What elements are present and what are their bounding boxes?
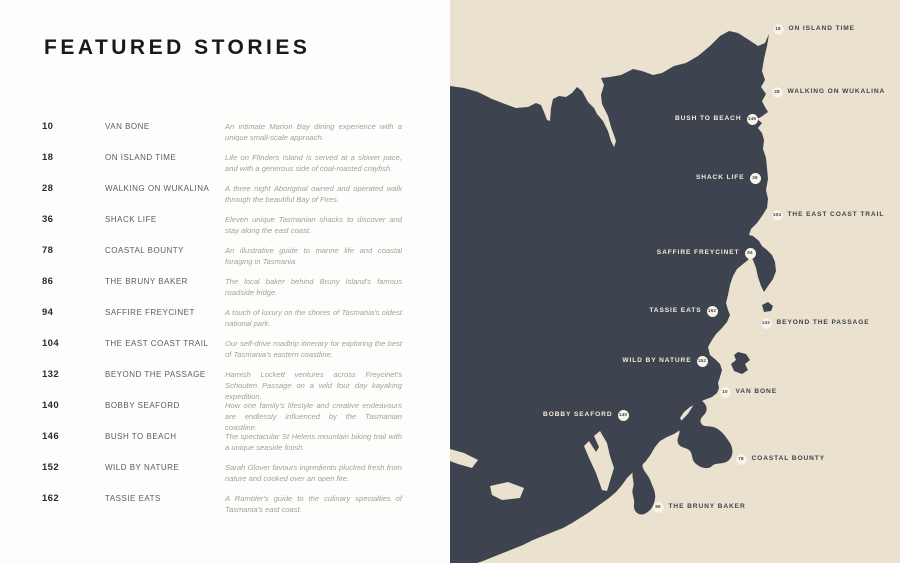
marker-number: 94 bbox=[747, 249, 753, 255]
marker-label: TASSIE EATS bbox=[649, 306, 702, 314]
marker-dot-icon bbox=[653, 502, 664, 513]
marker-number: 162 bbox=[707, 307, 717, 313]
story-title: SAFFIRE FREYCINET bbox=[105, 308, 195, 317]
map-marker[interactable] bbox=[761, 318, 870, 329]
marker-dot-icon bbox=[745, 248, 756, 259]
marker-dot-icon bbox=[750, 173, 761, 184]
story-entry[interactable] bbox=[42, 338, 402, 369]
marker-label: BOBBY SEAFORD bbox=[543, 410, 613, 418]
story-entry[interactable] bbox=[42, 493, 402, 524]
story-title: TASSIE EATS bbox=[105, 494, 161, 503]
marker-number: 78 bbox=[738, 455, 744, 461]
story-page-number: 162 bbox=[42, 493, 60, 504]
marker-number: 140 bbox=[618, 411, 628, 417]
story-title: VAN BONE bbox=[105, 122, 150, 131]
marker-dot-icon bbox=[697, 356, 708, 367]
story-description: Sarah Glover favours ingredients plucked fresh from nature and cooked over an open fire. bbox=[225, 463, 402, 483]
maria-island bbox=[731, 352, 750, 374]
marker-label: THE BRUNY BAKER bbox=[668, 502, 746, 510]
map-marker[interactable] bbox=[675, 114, 758, 125]
map-marker[interactable] bbox=[772, 210, 885, 221]
marker-dot-icon bbox=[772, 87, 783, 98]
marker-number: 146 bbox=[747, 115, 757, 121]
map-marker[interactable] bbox=[653, 502, 746, 513]
story-page-number: 18 bbox=[42, 152, 54, 163]
story-title: COASTAL BOUNTY bbox=[105, 246, 185, 255]
story-page-number: 10 bbox=[42, 121, 54, 132]
map-page bbox=[450, 0, 900, 563]
marker-label: WILD BY NATURE bbox=[622, 356, 692, 364]
story-title: SHACK LIFE bbox=[105, 215, 157, 224]
story-description: An illustrative guide to marine life and coastal foraging in Tasmania. bbox=[225, 246, 402, 266]
story-page-number: 146 bbox=[42, 431, 60, 442]
story-entry[interactable] bbox=[42, 214, 402, 245]
story-description: Life on Flinders Island is served at a slower pace, and with a generous side of coal-roasted crayfish. bbox=[225, 153, 402, 173]
story-entry[interactable] bbox=[42, 245, 402, 276]
story-title: WALKING ON WUKALINA bbox=[105, 184, 210, 193]
marker-dot-icon bbox=[736, 454, 747, 465]
marker-label: BUSH TO BEACH bbox=[674, 114, 742, 122]
story-page-number: 132 bbox=[42, 369, 60, 380]
story-title: BUSH TO BEACH bbox=[105, 432, 177, 441]
marker-label: SHACK LIFE bbox=[695, 173, 745, 181]
story-page-number: 152 bbox=[42, 462, 60, 473]
story-entry[interactable] bbox=[42, 369, 402, 400]
map-marker[interactable] bbox=[736, 454, 826, 465]
story-description: Hamish Lockett ventures across Freycinet's Schouten Passage on a wild four day kayaking expedition. bbox=[225, 370, 402, 401]
marker-label: VAN BONE bbox=[735, 387, 778, 395]
story-page-number: 104 bbox=[42, 338, 60, 349]
map-marker[interactable] bbox=[696, 173, 761, 184]
marker-dot-icon bbox=[618, 410, 629, 421]
map-marker[interactable] bbox=[657, 248, 756, 259]
story-title: BEYOND THE PASSAGE bbox=[105, 370, 206, 379]
story-title: WILD BY NATURE bbox=[105, 463, 180, 472]
story-entry[interactable] bbox=[42, 462, 402, 493]
map-marker[interactable] bbox=[543, 410, 628, 421]
marker-number: 104 bbox=[772, 211, 782, 217]
story-page-number: 94 bbox=[42, 307, 54, 318]
story-title: THE EAST COAST TRAIL bbox=[105, 339, 209, 348]
marker-label: THE EAST COAST TRAIL bbox=[787, 210, 885, 218]
map-marker[interactable] bbox=[649, 306, 717, 317]
story-entry[interactable] bbox=[42, 121, 402, 152]
story-page-number: 140 bbox=[42, 400, 60, 411]
story-page-number: 28 bbox=[42, 183, 54, 194]
story-entry[interactable] bbox=[42, 183, 402, 214]
marker-number: 18 bbox=[775, 25, 781, 31]
marker-dot-icon bbox=[707, 306, 718, 317]
map-marker[interactable] bbox=[772, 87, 886, 98]
marker-number: 36 bbox=[752, 174, 758, 180]
story-title: ON ISLAND TIME bbox=[105, 153, 177, 162]
story-description: An intimate Marion Bay dining experience with a unique small-scale approach. bbox=[225, 122, 402, 142]
story-description: A Rambler's guide to the culinary specialties of Tasmania's east coast. bbox=[225, 494, 402, 514]
marker-dot-icon bbox=[720, 387, 731, 398]
story-page-number: 36 bbox=[42, 214, 54, 225]
tasmania-mainland bbox=[450, 31, 776, 563]
marker-number: 28 bbox=[774, 88, 780, 94]
marker-dot-icon bbox=[772, 210, 783, 221]
story-entry[interactable] bbox=[42, 307, 402, 338]
marker-label: BEYOND THE PASSAGE bbox=[776, 318, 870, 326]
story-description: Our self-drive roadtrip itinerary for exploring the best of Tasmania's eastern coastline. bbox=[225, 339, 402, 359]
story-title: BOBBY SEAFORD bbox=[105, 401, 180, 410]
schouten-island bbox=[762, 302, 773, 312]
story-list bbox=[42, 121, 402, 524]
marker-label: WALKING ON WUKALINA bbox=[787, 87, 886, 95]
marker-label: COASTAL BOUNTY bbox=[751, 454, 826, 462]
story-entry[interactable] bbox=[42, 276, 402, 307]
story-description: The spectacular St Helens mountain biking trail with a unique seaside finish. bbox=[225, 432, 402, 452]
tasmania-map bbox=[450, 0, 900, 563]
story-entry[interactable] bbox=[42, 431, 402, 462]
map-marker[interactable] bbox=[773, 24, 855, 35]
story-page-number: 86 bbox=[42, 276, 54, 287]
marker-number: 86 bbox=[655, 503, 661, 509]
marker-label: ON ISLAND TIME bbox=[788, 24, 855, 32]
marker-number: 152 bbox=[697, 357, 707, 363]
page-title: FEATURED STORIES bbox=[44, 36, 311, 59]
map-marker[interactable] bbox=[720, 387, 778, 398]
marker-dot-icon bbox=[761, 318, 772, 329]
marker-number: 132 bbox=[761, 319, 771, 325]
map-marker[interactable] bbox=[622, 356, 707, 367]
marker-number: 10 bbox=[722, 388, 728, 394]
marker-label: SAFFIRE FREYCINET bbox=[656, 248, 740, 256]
story-description: Eleven unique Tasmanian shacks to discover and stay along the east coast. bbox=[225, 215, 402, 235]
story-description: How one family's lifestyle and creative endeavours are endlessly influenced by the Tasmanian coastline. bbox=[225, 401, 402, 432]
story-description: A three night Aboriginal owned and operated walk through the beautiful Bay of Fires. bbox=[225, 184, 402, 204]
marker-dot-icon bbox=[773, 24, 784, 35]
marker-dot-icon bbox=[747, 114, 758, 125]
story-entry[interactable] bbox=[42, 152, 402, 183]
story-description: A touch of luxury on the shores of Tasmania's oldest national park. bbox=[225, 308, 402, 328]
story-title: THE BRUNY BAKER bbox=[105, 277, 188, 286]
story-description: The local baker behind Bruny Island's famous roadside fridge. bbox=[225, 277, 402, 297]
story-entry[interactable] bbox=[42, 400, 402, 431]
story-page-number: 78 bbox=[42, 245, 54, 256]
